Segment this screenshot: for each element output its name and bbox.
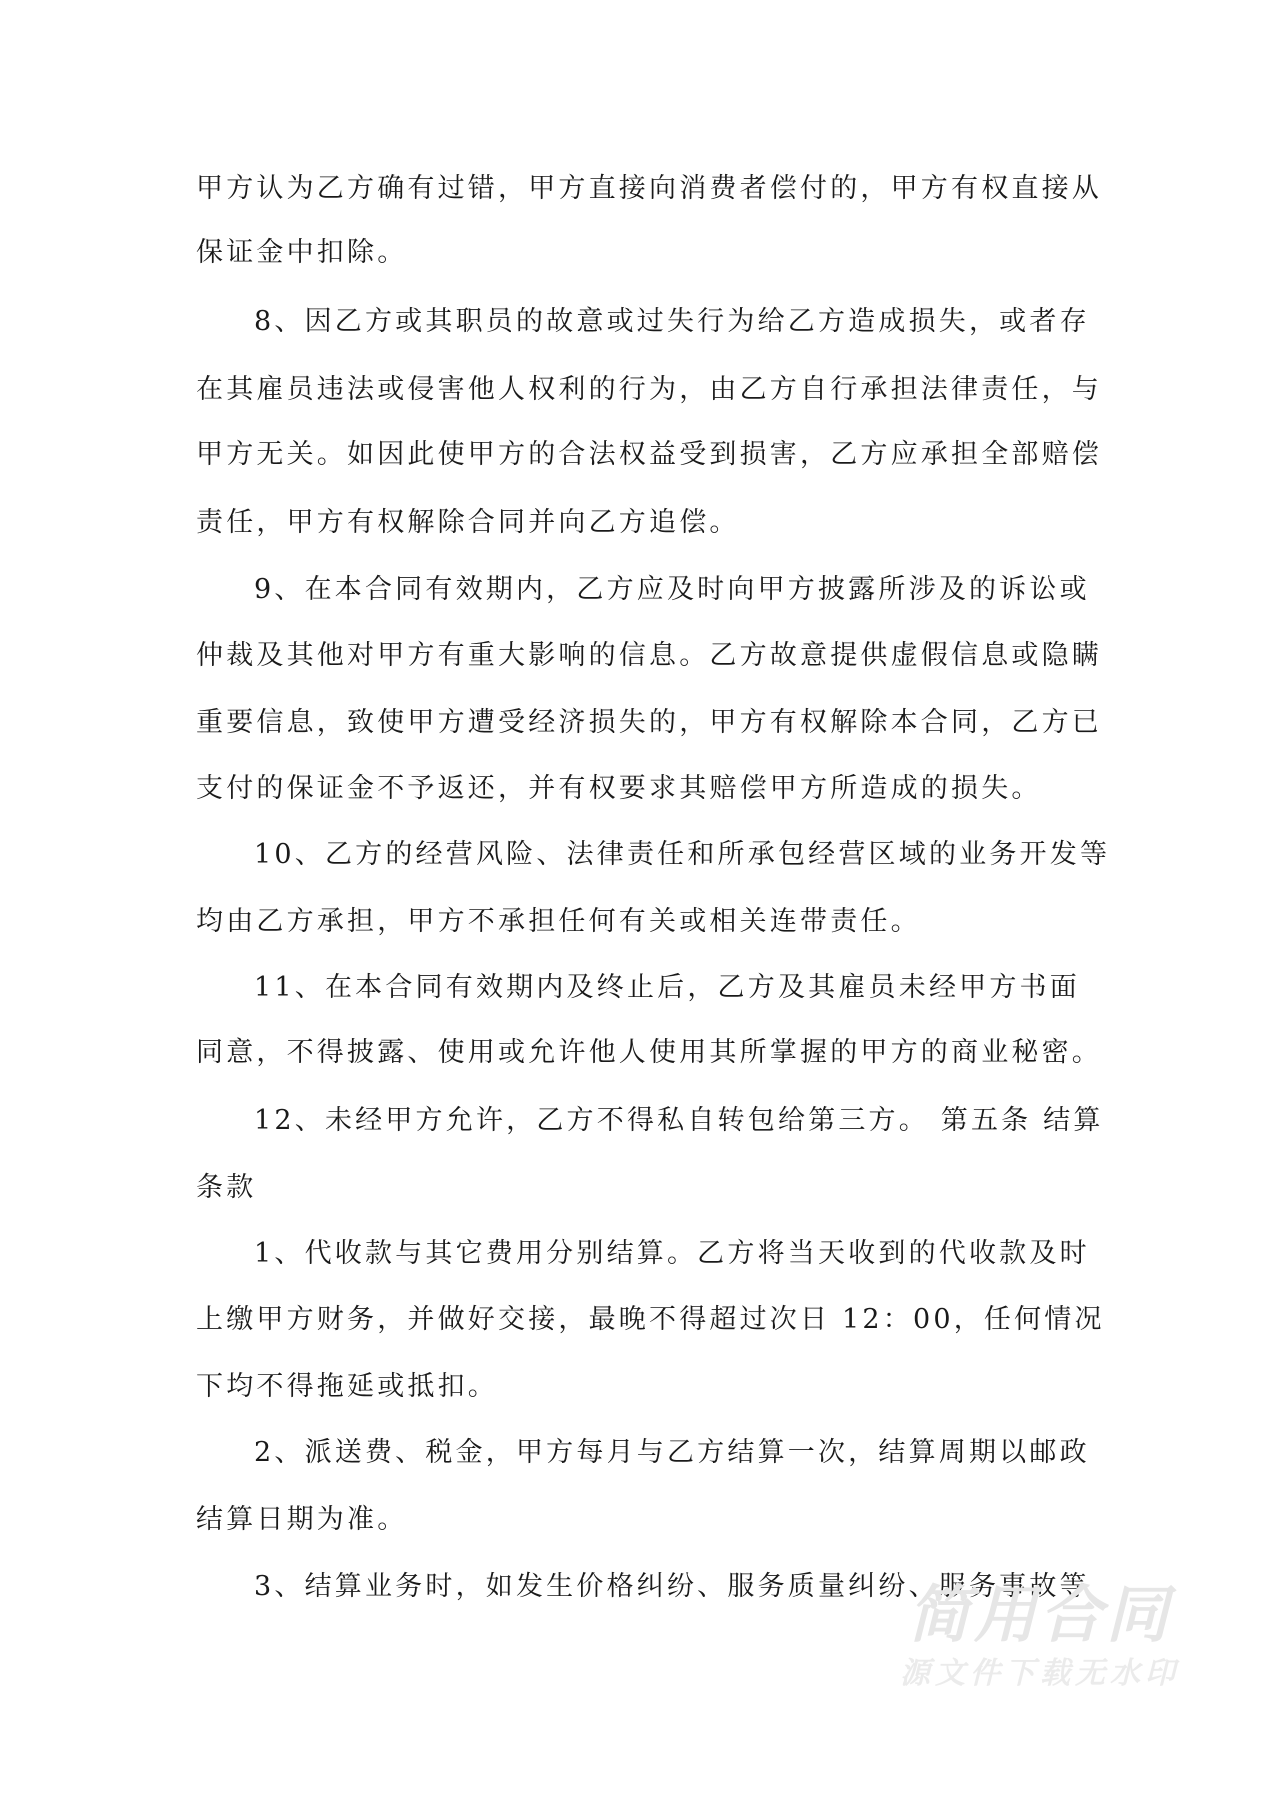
text-line: 甲方无关。如因此使甲方的合法权益受到损害，乙方应承担全部赔偿: [196, 439, 1102, 470]
watermark-subtitle: 源文件下载无水印: [900, 1656, 1180, 1691]
text-line: 上缴甲方财务，并做好交接，最晚不得超过次日 12：00，任何情况: [196, 1304, 1105, 1335]
clause-8-start: 8、因乙方或其职员的故意或过失行为给乙方造成损失，或者存: [254, 306, 1090, 337]
text-line: 在其雇员违法或侵害他人权利的行为，由乙方自行承担法律责任，与: [196, 374, 1102, 405]
settlement-clause-3-start: 3、结算业务时，如发生价格纠纷、服务质量纠纷、服务事故等: [254, 1571, 1090, 1602]
text-line: 结算日期为准。: [196, 1504, 408, 1535]
clause-10-start: 10、乙方的经营风险、法律责任和所承包经营区域的业务开发等: [254, 839, 1111, 870]
text-line: 责任，甲方有权解除合同并向乙方追偿。: [196, 507, 740, 538]
watermark-title: 简用合同: [907, 1578, 1172, 1651]
clause-11-start: 11、在本合同有效期内及终止后，乙方及其雇员未经甲方书面: [254, 972, 1080, 1003]
settlement-clause-2-start: 2、派送费、税金，甲方每月与乙方结算一次，结算周期以邮政: [254, 1437, 1090, 1468]
clause-12-start: 12、未经甲方允许，乙方不得私自转包给第三方。 第五条 结算: [254, 1105, 1104, 1136]
text-line: 均由乙方承担，甲方不承担任何有关或相关连带责任。: [196, 906, 921, 937]
text-line: 支付的保证金不予返还，并有权要求其赔偿甲方所造成的损失。: [196, 773, 1042, 804]
text-line: 重要信息，致使甲方遭受经济损失的，甲方有权解除本合同，乙方已: [196, 707, 1102, 738]
text-line: 保证金中扣除。: [196, 237, 408, 268]
text-line: 同意，不得披露、使用或允许他人使用其所掌握的甲方的商业秘密。: [196, 1037, 1102, 1068]
clause-9-start: 9、在本合同有效期内，乙方应及时向甲方披露所涉及的诉讼或: [254, 574, 1090, 605]
text-line: 下均不得拖延或抵扣。: [196, 1371, 498, 1402]
section-heading-tail: 条款: [196, 1172, 257, 1203]
text-line: 甲方认为乙方确有过错，甲方直接向消费者偿付的，甲方有权直接从: [196, 173, 1102, 204]
text-line: 仲裁及其他对甲方有重大影响的信息。乙方故意提供虚假信息或隐瞒: [196, 640, 1102, 671]
settlement-clause-1-start: 1、代收款与其它费用分别结算。乙方将当天收到的代收款及时: [254, 1238, 1090, 1269]
